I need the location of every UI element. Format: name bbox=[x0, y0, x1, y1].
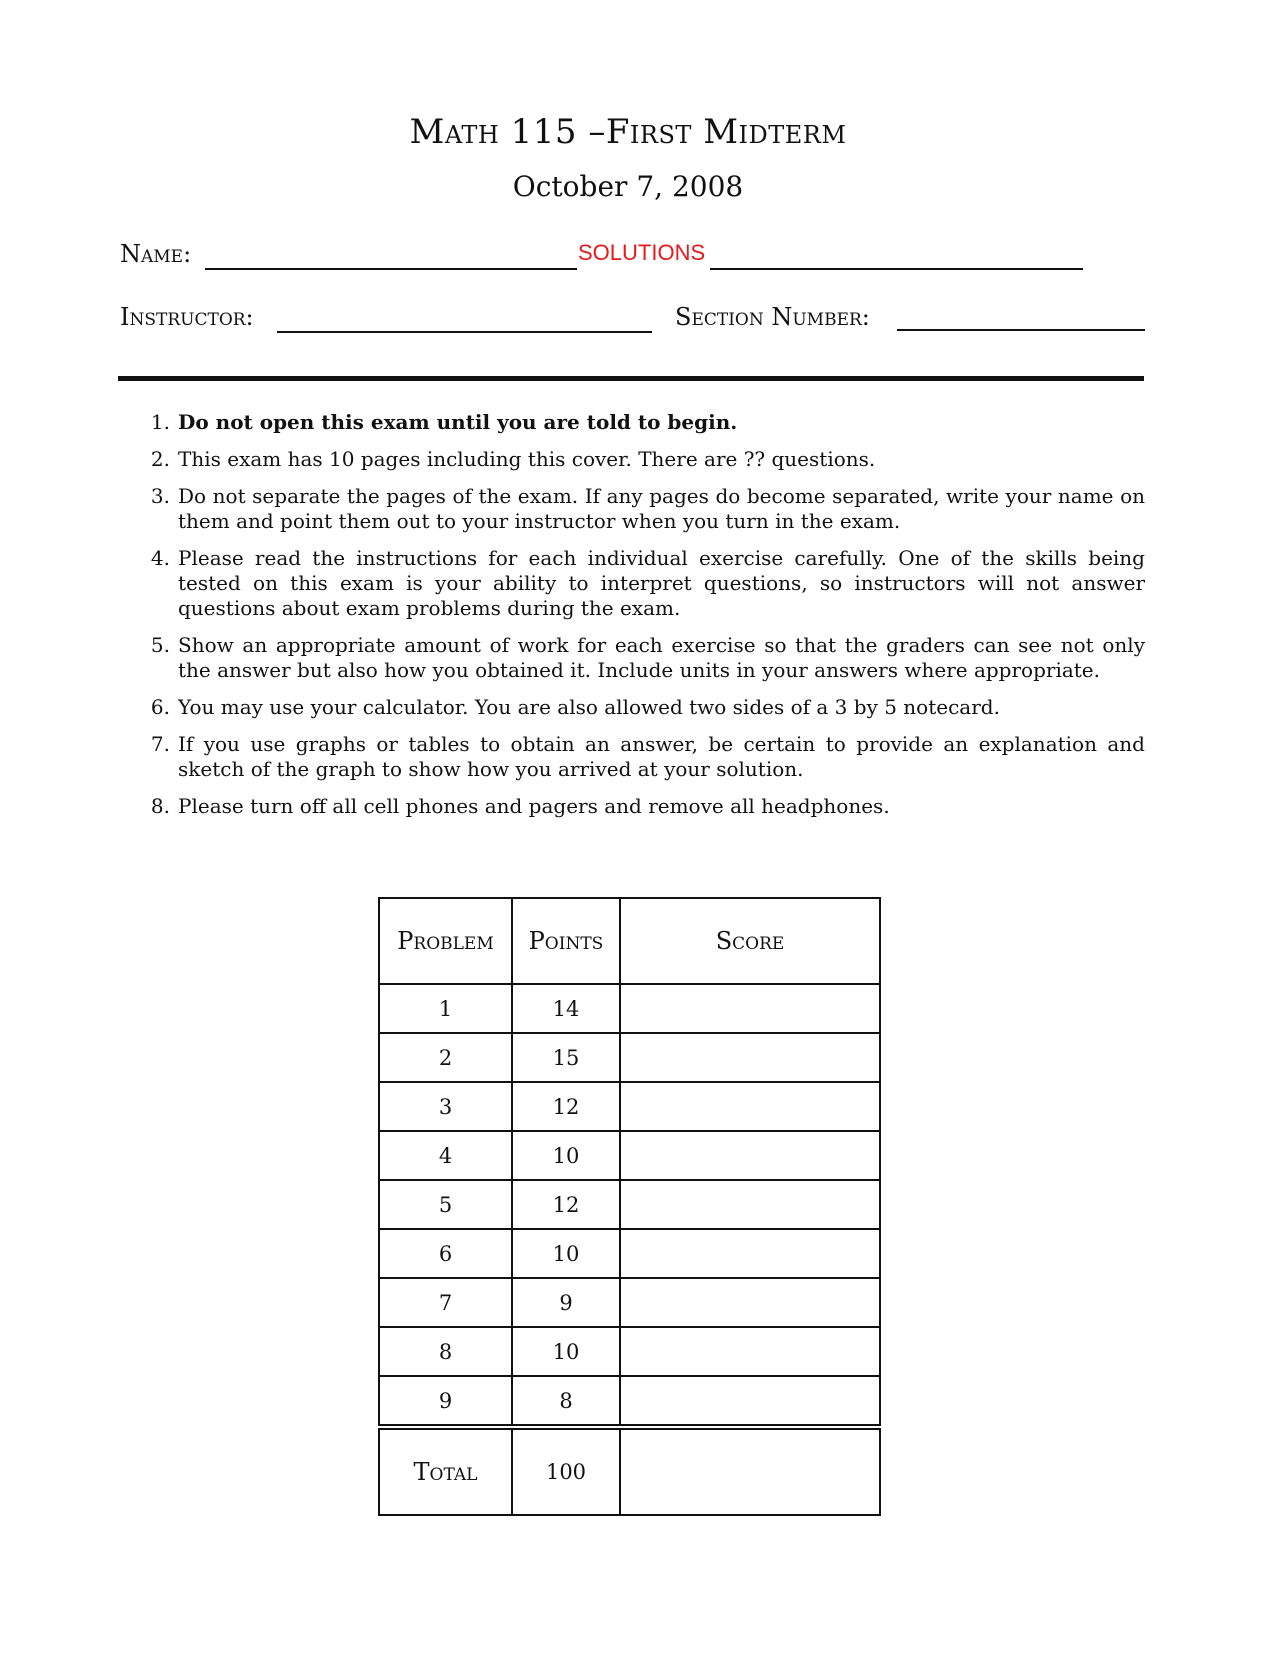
exam-date: October 7, 2008 bbox=[512, 170, 744, 203]
points-cell: 8 bbox=[512, 1376, 620, 1427]
points-cell: 12 bbox=[512, 1180, 620, 1229]
problem-cell: 8 bbox=[379, 1327, 512, 1376]
table-row bbox=[379, 984, 880, 1033]
instruction-number: 5. bbox=[150, 633, 170, 657]
points-cell: 14 bbox=[512, 984, 620, 1033]
instructions-list bbox=[142, 410, 1145, 831]
problem-cell: 5 bbox=[379, 1180, 512, 1229]
total-points: 100 bbox=[512, 1427, 620, 1515]
total-row bbox=[379, 1427, 880, 1515]
table-row bbox=[379, 1327, 880, 1376]
problem-cell: 3 bbox=[379, 1082, 512, 1131]
instruction-text: Do not separate the pages of the exam. If any pages do become separated, write your name on them and point them out to your instructor when you turn in the exam. bbox=[178, 484, 1145, 533]
instructor-label: Instructor: bbox=[120, 303, 254, 331]
instruction-number: 1. bbox=[150, 410, 170, 434]
points-cell: 15 bbox=[512, 1033, 620, 1082]
name-field-row bbox=[120, 240, 1095, 272]
score-cell[interactable] bbox=[620, 1082, 880, 1131]
instruction-text: Show an appropriate amount of work for each exercise so that the graders can see not only the answer but also how you obtained it. Include units in your answers where appropriate. bbox=[178, 633, 1145, 682]
table-row bbox=[379, 1376, 880, 1427]
instruction-text: This exam has 10 pages including this cover. There are ?? questions. bbox=[178, 447, 876, 471]
points-cell: 10 bbox=[512, 1131, 620, 1180]
section-number-line[interactable] bbox=[897, 303, 1145, 331]
instruction-item bbox=[142, 410, 1145, 435]
header-points: Points bbox=[512, 898, 620, 984]
instruction-text: You may use your calculator. You are also allowed two sides of a 3 by 5 notecard. bbox=[178, 695, 1000, 719]
instruction-item bbox=[142, 732, 1145, 782]
name-value: SOLUTIONS bbox=[578, 240, 706, 265]
score-cell[interactable] bbox=[620, 984, 880, 1033]
points-cell: 9 bbox=[512, 1278, 620, 1327]
table-row bbox=[379, 1033, 880, 1082]
instruction-text: Please read the instructions for each individual exercise carefully. One of the skills being tested on this exam is your ability to interpret questions, so instructors will not answer questions about exam problems during the exam. bbox=[178, 546, 1145, 620]
instruction-number: 4. bbox=[150, 546, 170, 570]
table-row bbox=[379, 1278, 880, 1327]
table-row bbox=[379, 1180, 880, 1229]
instruction-number: 7. bbox=[150, 732, 170, 756]
table-row bbox=[379, 1082, 880, 1131]
points-cell: 12 bbox=[512, 1082, 620, 1131]
name-line-left[interactable] bbox=[205, 242, 577, 270]
instructor-section-row bbox=[120, 303, 1142, 335]
name-line-right[interactable] bbox=[710, 242, 1083, 270]
table-header-row bbox=[379, 898, 880, 984]
points-cell: 10 bbox=[512, 1229, 620, 1278]
instruction-item bbox=[142, 794, 1145, 819]
instruction-item bbox=[142, 633, 1145, 683]
table-row bbox=[379, 1131, 880, 1180]
instruction-number: 6. bbox=[150, 695, 170, 719]
score-cell[interactable] bbox=[620, 1376, 880, 1427]
problem-cell: 4 bbox=[379, 1131, 512, 1180]
problem-cell: 6 bbox=[379, 1229, 512, 1278]
instruction-number: 8. bbox=[150, 794, 170, 818]
instruction-item bbox=[142, 695, 1145, 720]
score-cell[interactable] bbox=[620, 1180, 880, 1229]
exam-title: Math 115 –First Midterm bbox=[409, 112, 847, 152]
instruction-number: 3. bbox=[150, 484, 170, 508]
header-problem: Problem bbox=[379, 898, 512, 984]
header-divider bbox=[118, 376, 1144, 381]
score-table bbox=[378, 897, 881, 1516]
name-label: Name: bbox=[120, 240, 192, 268]
problem-cell: 9 bbox=[379, 1376, 512, 1427]
instruction-item bbox=[142, 447, 1145, 472]
header-score: Score bbox=[620, 898, 880, 984]
instruction-number: 2. bbox=[150, 447, 170, 471]
problem-cell: 1 bbox=[379, 984, 512, 1033]
instruction-item bbox=[142, 546, 1145, 621]
score-cell[interactable] bbox=[620, 1131, 880, 1180]
table-row bbox=[379, 1229, 880, 1278]
section-number-label: Section Number: bbox=[675, 303, 870, 331]
score-cell[interactable] bbox=[620, 1033, 880, 1082]
score-cell[interactable] bbox=[620, 1229, 880, 1278]
score-cell[interactable] bbox=[620, 1278, 880, 1327]
instructor-line[interactable] bbox=[277, 305, 652, 333]
score-cell[interactable] bbox=[620, 1327, 880, 1376]
total-label: Total bbox=[379, 1427, 512, 1515]
instruction-text: Please turn off all cell phones and pagers and remove all headphones. bbox=[178, 794, 890, 818]
problem-cell: 7 bbox=[379, 1278, 512, 1327]
instruction-text: Do not open this exam until you are told to begin. bbox=[178, 410, 738, 434]
points-cell: 10 bbox=[512, 1327, 620, 1376]
instruction-text: If you use graphs or tables to obtain an answer, be certain to provide an explanation and sketch of the graph to show how you arrived at your solution. bbox=[178, 732, 1145, 781]
instruction-item bbox=[142, 484, 1145, 534]
problem-cell: 2 bbox=[379, 1033, 512, 1082]
total-score[interactable] bbox=[620, 1427, 880, 1515]
